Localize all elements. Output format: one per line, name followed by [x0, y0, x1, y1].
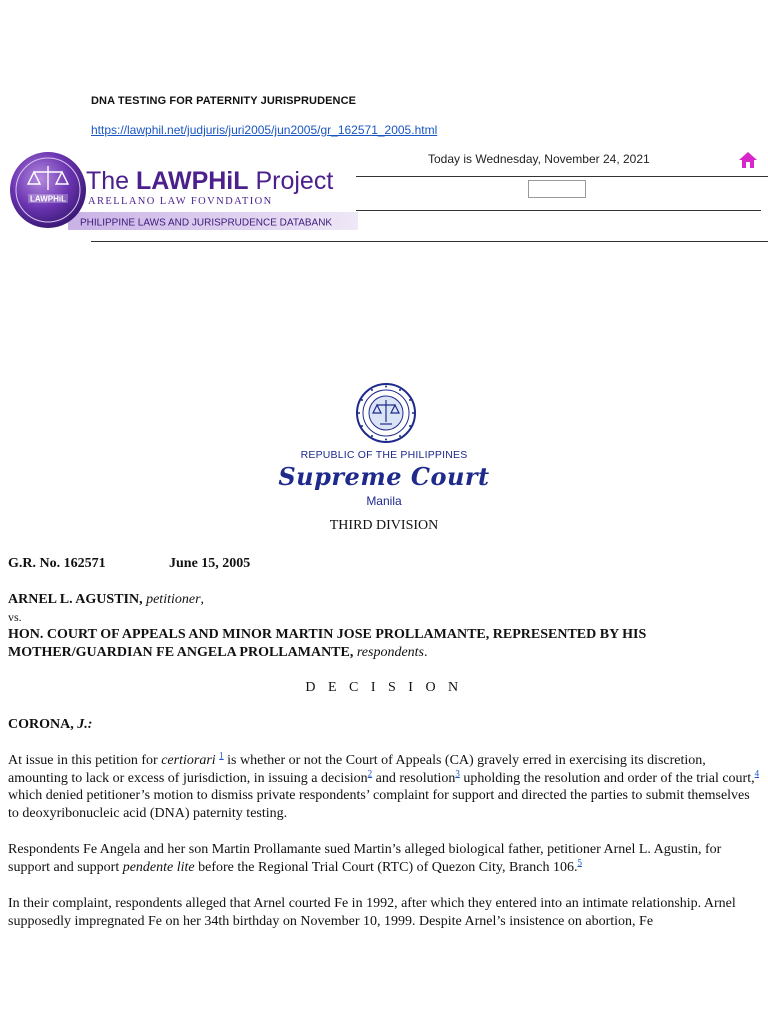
footnote-2-link[interactable]: 2	[367, 767, 373, 778]
p1-text-d: and resolution	[372, 770, 456, 786]
republic-heading: REPUBLIC OF THE PHILIPPINES	[300, 449, 468, 461]
footnote-1-link[interactable]: 1	[219, 750, 224, 761]
petitioner-name: ARNEL L. AGUSTIN,	[8, 592, 143, 607]
court-city: Manila	[366, 494, 402, 508]
paragraph-1	[8, 752, 763, 822]
source-url-link[interactable]: https://lawphil.net/judjuris/juri2005/jun2005/gr_162571_2005.html	[91, 123, 438, 137]
p1-text-a: At issue in this petition for	[8, 753, 162, 768]
home-icon[interactable]	[738, 150, 758, 170]
petitioner-line	[8, 591, 763, 609]
ponente-name: CORONA,	[8, 717, 74, 732]
header-divider-bottom	[91, 241, 768, 242]
p1-italic-certiorari: certiorari	[161, 753, 216, 768]
respondents-role: respondents	[356, 644, 425, 660]
supreme-court-heading: Supreme Court	[278, 462, 490, 491]
respondents-name: HON. COURT OF APPEALS AND MINOR MARTIN JOSE PROLLAMANTE, REPRESENTED BY HIS MOTHER/GUARDIAN FE ANGELA PROLLAMANTE,	[8, 627, 647, 660]
p1-text-e: upholding the resolution and order of the trial court,	[459, 770, 755, 786]
svg-text:PHILIPPINE LAWS AND JURISPRUDE: PHILIPPINE LAWS AND JURISPRUDENCE DATABANK	[80, 217, 333, 229]
case-number: G.R. No. 162571	[8, 556, 106, 571]
p3-text-a: In their complaint, respondents alleged that Arnel courted Fe in 1992, after which they entered into an intimate relationship. Arnel supposedly impregnated Fe on her 34th birthday on November 10, 1999. Despite Arnel’s insistence on abortion, Fe	[8, 896, 736, 929]
supreme-court-seal-icon	[356, 382, 416, 444]
ponente-title: J.:	[77, 717, 93, 732]
footnote-4-link[interactable]: 4	[754, 767, 760, 778]
respondents-period: .	[424, 644, 428, 660]
p2-italic-pendente-lite: pendente lite	[122, 859, 195, 875]
court-division: THIRD DIVISION	[329, 518, 439, 533]
svg-text:ARELLANO LAW FOVNDATION: ARELLANO LAW FOVNDATION	[88, 196, 273, 207]
header-divider-middle	[356, 210, 761, 211]
p2-text-c: before the Regional Trial Court (RTC) of Quezon City, Branch 106.	[194, 859, 578, 875]
petitioner-role: petitioner	[146, 592, 201, 607]
paragraph-2	[8, 841, 763, 876]
ponente-line	[8, 716, 763, 734]
document-title: DNA TESTING FOR PATERNITY JURISPRUDENCE	[91, 95, 357, 107]
p2-text-a: Respondents Fe Angela and her son Martin Prollamante sued Martin’s alleged biological father, petitioner Arnel L. Agustin, for support and support	[8, 842, 722, 875]
today-date: Today is Wednesday, November 24, 2021	[428, 152, 650, 166]
p1-text-f: which denied petitioner’s motion to dismiss private respondents’ complaint for support and directed the parties to submit themselves to deoxyribonucleic acid (DNA) paternity testing.	[8, 788, 750, 821]
respondents-line	[8, 626, 763, 661]
paragraph-3	[8, 895, 763, 930]
p1-text-c: is whether or not the Court of Appeals (CA) gravely erred in exercising its discretion, amounting to lack or excess of jurisdiction, in issuing a decision	[8, 753, 706, 786]
versus: vs.	[8, 610, 22, 624]
case-date: June 15, 2005	[169, 556, 251, 571]
svg-text:LAWPHiL: LAWPHiL	[30, 194, 66, 204]
search-input[interactable]	[528, 180, 586, 198]
lawphil-banner[interactable]	[8, 150, 358, 232]
header-divider-top	[356, 176, 768, 177]
petitioner-comma: ,	[200, 592, 205, 607]
footnote-5-link[interactable]: 5	[577, 856, 582, 867]
decision-heading: D E C I S I O N	[305, 680, 463, 695]
footnote-3-link[interactable]: 3	[455, 767, 460, 778]
svg-text:The LAWPHiL Project: The LAWPHiL Project	[86, 167, 334, 195]
